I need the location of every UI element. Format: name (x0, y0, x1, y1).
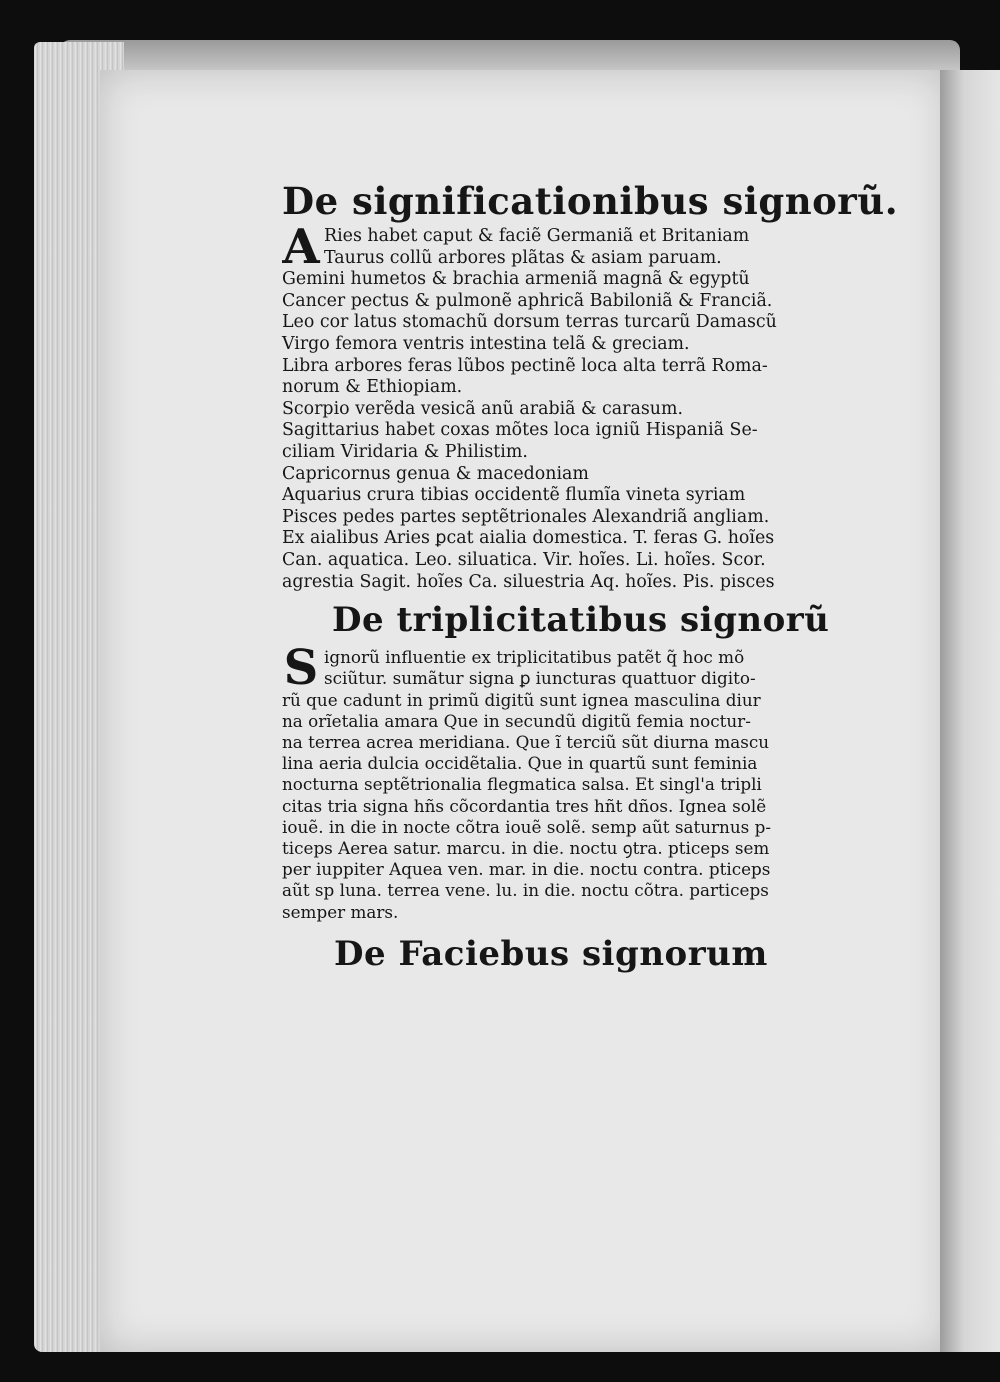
text-line: Ex aialibus Aries ꝑcat aialia domestica. T. feras G. hoĩes (282, 528, 775, 549)
text-line: Scorpio verẽda vesicã anũ arabiã & carasum. (282, 398, 683, 419)
text-line: nocturna septẽtrionalia flegmatica salsa. Et singl'a tripli (282, 774, 762, 795)
text-line: Ries habet caput & faciẽ Germaniã et Britaniam (324, 226, 750, 246)
facing-page-gutter (940, 70, 1000, 1352)
text-line: norum & Ethiopiam. (282, 377, 463, 398)
text-line: ticeps Aerea satur. marcu. in die. noctu ꝯtra. pticeps sem (282, 837, 770, 858)
text-line: Libra arbores feras lũbos pectinẽ loca alta terrã Roma- (282, 355, 768, 376)
text-line: Aquarius crura tibias occidentẽ flumĩa vineta syriam (282, 485, 746, 506)
text-line: iouẽ. in die in nocte cõtra iouẽ solẽ. semp aũt saturnus p- (282, 816, 772, 837)
text-line: Cancer pectus & pulmonẽ aphricã Babiloniã & Franciã. (282, 290, 773, 311)
heading-significationibus: De significationibus signorũ. (282, 179, 899, 223)
text-line: na terrea acrea meridiana. Que ĩ terciũ sũt diurna mascu (282, 731, 770, 752)
text-line: Virgo femora ventris intestina telã & greciam. (282, 333, 690, 354)
text-line: citas tria signa hñs cõcordantia tres hñt dños. Ignea solẽ (282, 795, 767, 816)
text-line: ignorũ influentie ex triplicitatibus patẽt q̃ hoc mõ (324, 647, 745, 668)
text-line: Gemini humetos & brachia armeniã magnã & egyptũ (282, 269, 750, 290)
text-line: rũ que cadunt in primũ digitũ sunt ignea masculina diur (282, 689, 761, 710)
text-line: Pisces pedes partes septẽtrionales Alexandriã angliam. (282, 506, 770, 527)
heading-faciebus: De Faciebus signorum (334, 933, 768, 974)
text-line: semper mars. (282, 901, 399, 922)
text-line: Taurus collũ arbores plãtas & asiam paruam. (324, 247, 722, 268)
text-line: Sagittarius habet coxas mõtes loca igniũ Hispaniã Se- (282, 420, 758, 441)
text-line: Leo cor latus stomachũ dorsum terras turcarũ Damascũ (282, 312, 777, 333)
text-line: Capricornus genua & macedoniam (282, 463, 589, 484)
text-line: Can. aquatica. Leo. siluatica. Vir. hoĩes. Li. hoĩes. Scor. (282, 549, 766, 570)
drop-initial-a: A (282, 219, 320, 275)
text-line: ciliam Viridaria & Philistim. (282, 441, 528, 462)
drop-initial-s: S (283, 640, 319, 697)
text-line: lina aeria dulcia occidẽtalia. Que in quartũ sunt feminia (282, 753, 758, 774)
paragraph-significationibus (282, 219, 862, 593)
text-line: per iuppiter Aquea ven. mar. in die. noctu contra. pticeps (282, 859, 771, 880)
page-text-block (282, 179, 899, 974)
text-line: sciũtur. sumãtur signa ꝑ iuncturas quattuor digito- (324, 668, 756, 689)
text-line: na orĩetalia amara Que in secundũ digitũ femia noctur- (282, 710, 751, 731)
heading-triplicitatibus: De triplicitatibus signorũ (332, 600, 830, 641)
text-line: agrestia Sagit. hoĩes Ca. siluestria Aq. hoĩes. Pis. pisces (282, 571, 775, 592)
text-line: aũt sp luna. terrea vene. lu. in die. noctu cõtra. particeps (282, 880, 769, 901)
paragraph-triplicitatibus (282, 640, 862, 923)
